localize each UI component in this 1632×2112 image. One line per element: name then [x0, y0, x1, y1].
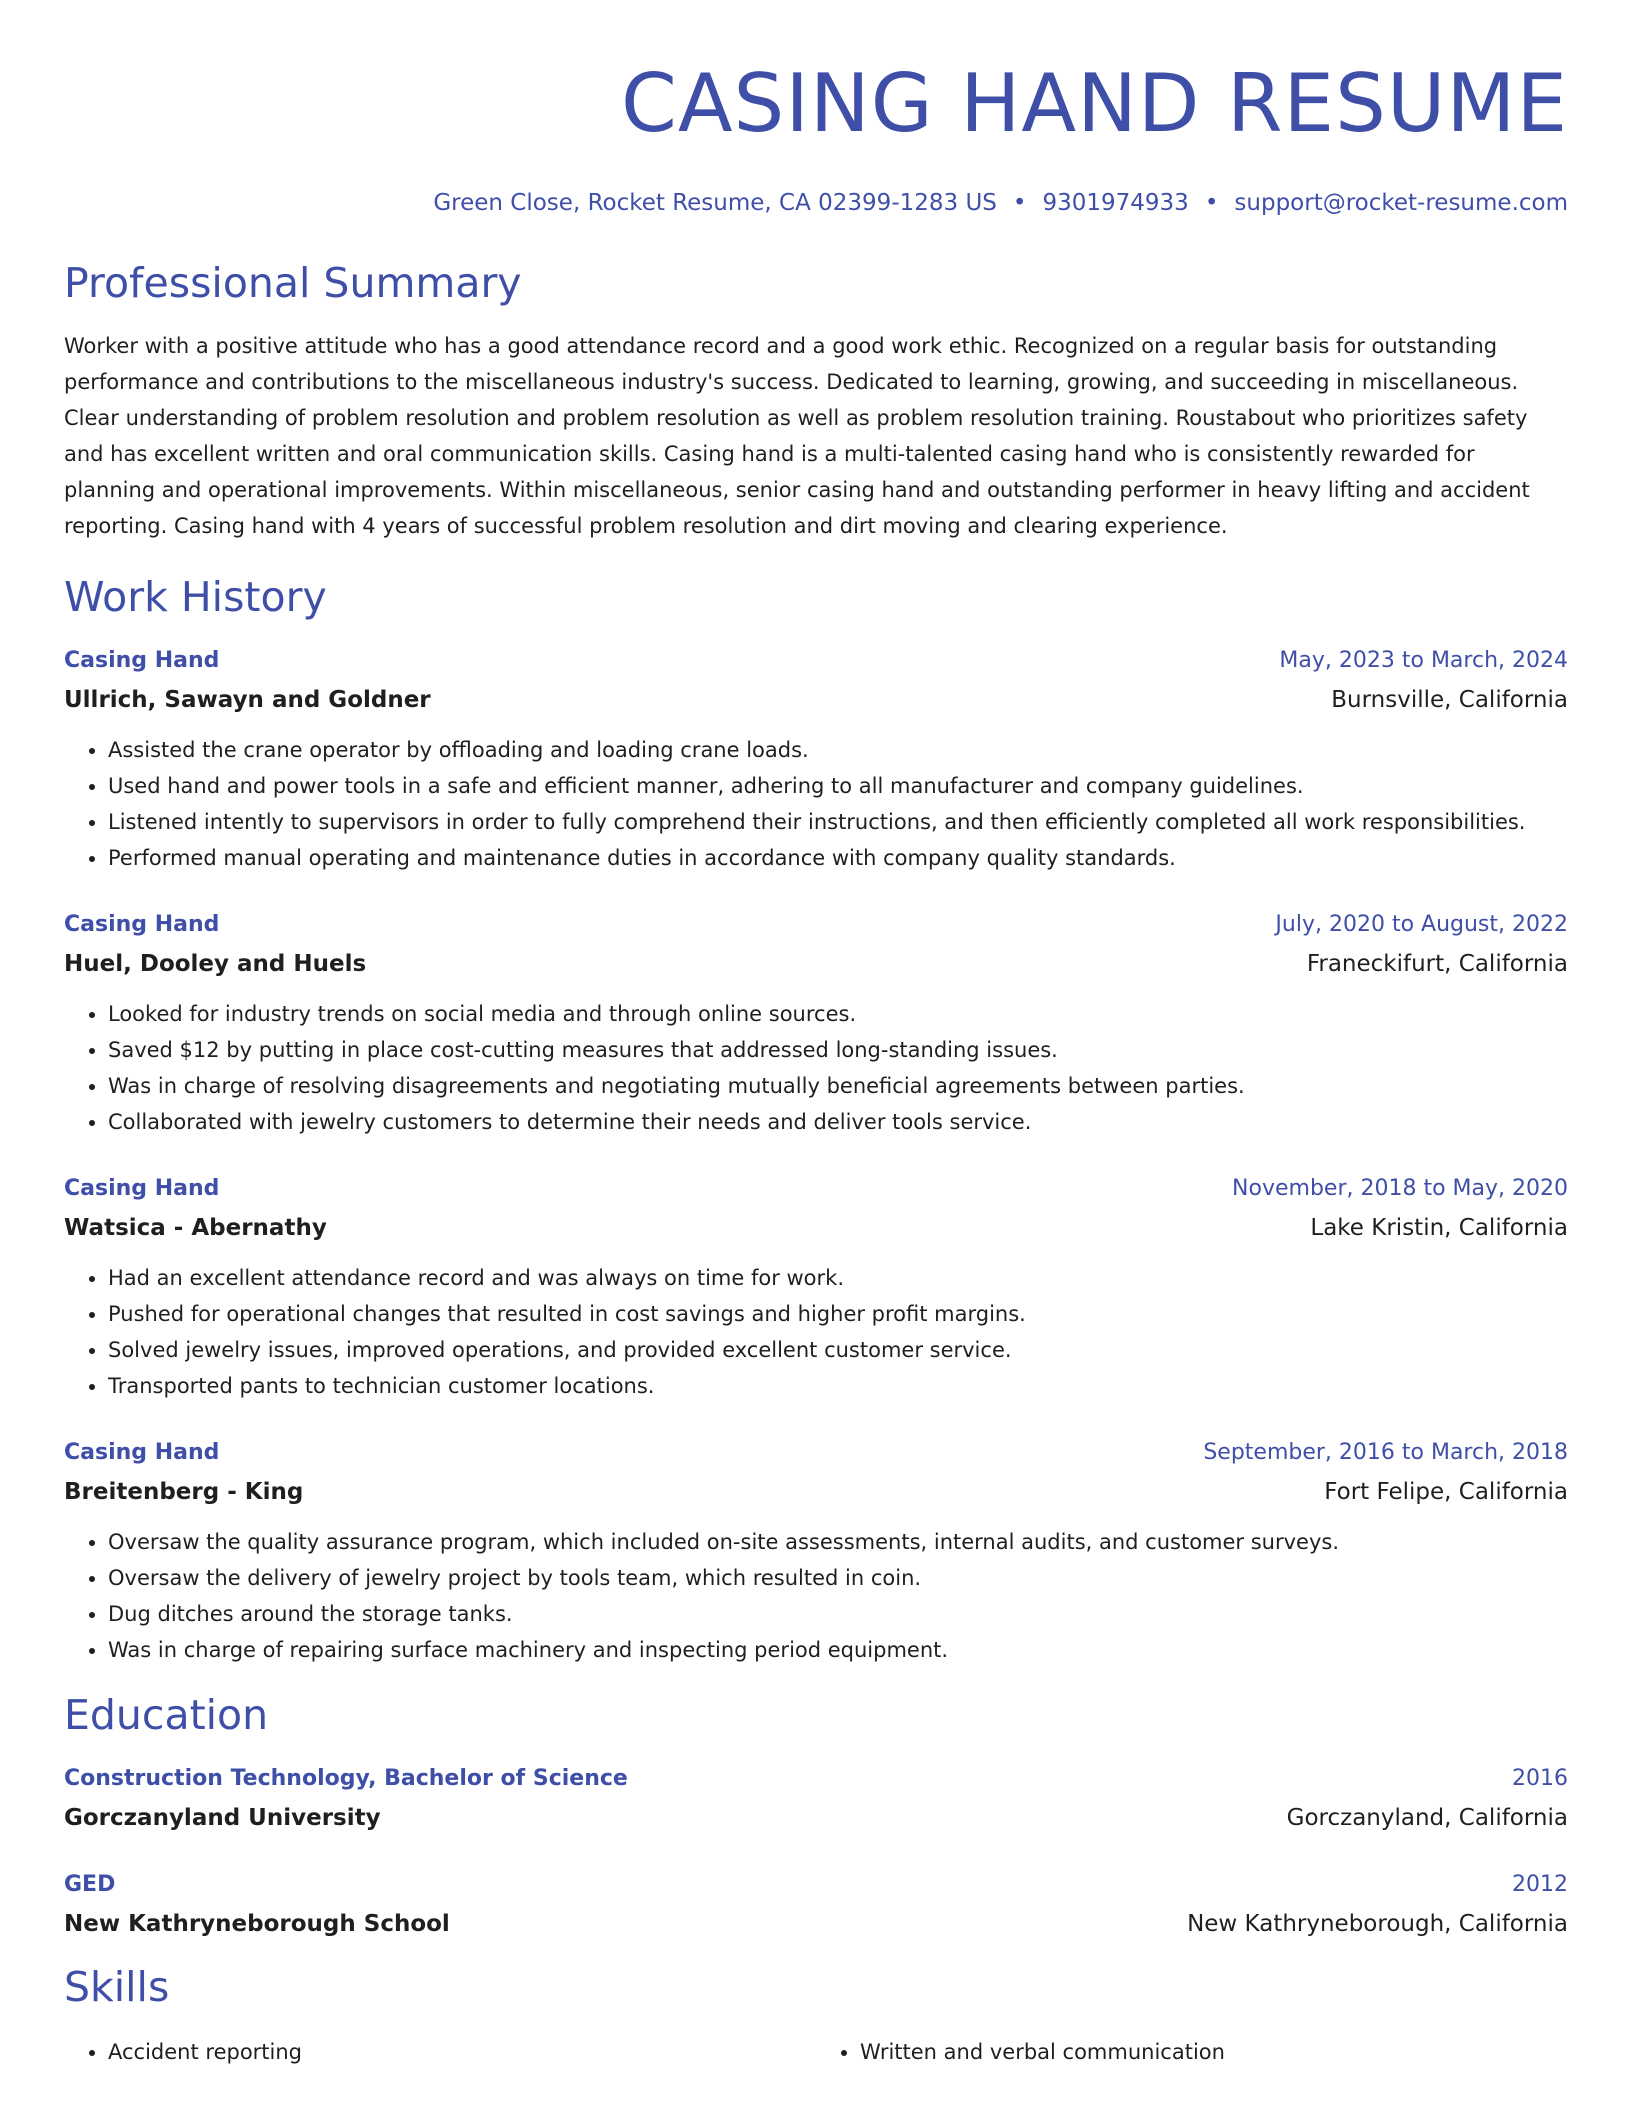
job-bullet: • Oversaw the delivery of jewelry project by tools team, which resulted in coin.	[108, 1560, 1568, 1596]
skill-item: • Written and verbal communication	[860, 2034, 1568, 2070]
resume-header	[64, 0, 1568, 218]
contact-phone: 9301974933	[1042, 190, 1189, 216]
education-school-row	[64, 1906, 1568, 1942]
job-title: Casing Hand	[64, 1440, 220, 1465]
contact-separator: •	[1204, 190, 1219, 216]
job-title: Casing Hand	[64, 1176, 220, 1201]
job-bullet: • Performed manual operating and maintenance duties in accordance with company quality standards.	[108, 840, 1568, 876]
contact-email[interactable]: support@rocket-resume.com	[1234, 190, 1568, 216]
job-company: Watsica - Abernathy	[64, 1215, 327, 1241]
summary-text: Worker with a positive attitude who has a good attendance record and a good work ethic. Recognized on a regular basis for outstanding performance and contributions to the miscellaneous industry's success. Dedicated to learning, growing, and succeeding in miscellaneous. Clear understanding of problem resolution and problem resolution as well as problem resolution training. Roustabout who prioritizes safety and has excellent written and oral communication skills. Casing hand is a multi-talented casing hand who is consistently rewarded for planning and operational improvements. Within miscellaneous, senior casing hand and outstanding performer in heavy lifting and accident reporting. Casing hand with 4 years of successful problem resolution and dirt moving and clearing experience.	[64, 334, 1530, 538]
job-bullet: • Collaborated with jewelry customers to determine their needs and deliver tools service.	[108, 1104, 1568, 1140]
job-company: Breitenberg - King	[64, 1479, 304, 1505]
job-bullets	[64, 996, 1568, 1140]
job-bullet: • Had an excellent attendance record and was always on time for work.	[108, 1260, 1568, 1296]
job-company-row	[64, 1474, 1568, 1510]
job-entry	[64, 644, 1568, 876]
education-school-row	[64, 1800, 1568, 1836]
job-bullet: • Listened intently to supervisors in order to fully comprehend their instructions, and then efficiently completed all work responsibilities.	[108, 804, 1568, 840]
job-company-row	[64, 946, 1568, 982]
job-bullet: • Dug ditches around the storage tanks.	[108, 1596, 1568, 1632]
job-location: Fort Felipe, California	[1324, 1479, 1568, 1505]
education-degree: GED	[64, 1872, 116, 1897]
education-degree: Construction Technology, Bachelor of Science	[64, 1766, 628, 1791]
job-bullets	[64, 1260, 1568, 1404]
skills-columns	[64, 2034, 1568, 2070]
section-title-skills: Skills	[64, 1963, 170, 2011]
resume-title: CASING HAND RESUME	[620, 57, 1568, 150]
section-title-education: Education	[64, 1691, 269, 1739]
job-bullet: • Transported pants to technician customer locations.	[108, 1368, 1568, 1404]
job-header-row	[64, 1172, 1568, 1206]
job-entry	[64, 1172, 1568, 1404]
job-location: Burnsville, California	[1331, 687, 1568, 713]
job-entry	[64, 1436, 1568, 1668]
job-bullet: • Was in charge of repairing surface machinery and inspecting period equipment.	[108, 1632, 1568, 1668]
job-title: Casing Hand	[64, 912, 220, 937]
contact-separator: •	[1012, 190, 1027, 216]
education-school: New Kathryneborough School	[64, 1911, 450, 1937]
education-section	[64, 1690, 1568, 1942]
skills-section	[64, 1962, 1568, 2070]
job-bullet: • Solved jewelry issues, improved operations, and provided excellent customer service.	[108, 1332, 1568, 1368]
education-header-row	[64, 1762, 1568, 1796]
job-bullets	[64, 1524, 1568, 1668]
work-history-section	[64, 572, 1568, 1668]
education-location: New Kathryneborough, California	[1187, 1911, 1568, 1937]
job-dates: November, 2018 to May, 2020	[1232, 1176, 1568, 1201]
education-location: Gorczanyland, California	[1286, 1805, 1568, 1831]
summary-section	[64, 258, 1568, 544]
job-bullet: • Pushed for operational changes that resulted in cost savings and higher profit margins.	[108, 1296, 1568, 1332]
contact-address: Green Close, Rocket Resume, CA 02399-1283 US	[433, 190, 997, 216]
job-title: Casing Hand	[64, 648, 220, 673]
skills-column-right	[816, 2034, 1568, 2070]
job-bullet: • Was in charge of resolving disagreements and negotiating mutually beneficial agreements between parties.	[108, 1068, 1568, 1104]
job-bullets	[64, 732, 1568, 876]
skills-column-left	[64, 2034, 816, 2070]
job-header-row	[64, 644, 1568, 678]
job-bullet: • Used hand and power tools in a safe and efficient manner, adhering to all manufacturer and company guidelines.	[108, 768, 1568, 804]
contact-line	[64, 188, 1568, 218]
job-dates: September, 2016 to March, 2018	[1203, 1440, 1568, 1465]
job-header-row	[64, 908, 1568, 942]
section-title-summary: Professional Summary	[64, 259, 522, 307]
job-company-row	[64, 1210, 1568, 1246]
job-entry	[64, 908, 1568, 1140]
job-bullet: • Saved $12 by putting in place cost-cutting measures that addressed long-standing issues.	[108, 1032, 1568, 1068]
section-title-work-history: Work History	[64, 573, 327, 621]
job-bullet: • Oversaw the quality assurance program, which included on-site assessments, internal audits, and customer surveys.	[108, 1524, 1568, 1560]
skill-item: • Accident reporting	[108, 2034, 816, 2070]
job-dates: May, 2023 to March, 2024	[1279, 648, 1568, 673]
job-location: Franeckifurt, California	[1306, 951, 1568, 977]
job-company: Ullrich, Sawayn and Goldner	[64, 687, 431, 713]
education-header-row	[64, 1868, 1568, 1902]
job-bullet: • Looked for industry trends on social media and through online sources.	[108, 996, 1568, 1032]
job-header-row	[64, 1436, 1568, 1470]
education-entry	[64, 1762, 1568, 1836]
education-school: Gorczanyland University	[64, 1805, 381, 1831]
education-year: 2012	[1512, 1872, 1568, 1897]
job-bullet: • Assisted the crane operator by offloading and loading crane loads.	[108, 732, 1568, 768]
education-year: 2016	[1512, 1766, 1568, 1791]
job-dates: July, 2020 to August, 2022	[1275, 912, 1568, 937]
job-company-row	[64, 682, 1568, 718]
job-location: Lake Kristin, California	[1310, 1215, 1568, 1241]
job-company: Huel, Dooley and Huels	[64, 951, 367, 977]
education-entry	[64, 1868, 1568, 1942]
